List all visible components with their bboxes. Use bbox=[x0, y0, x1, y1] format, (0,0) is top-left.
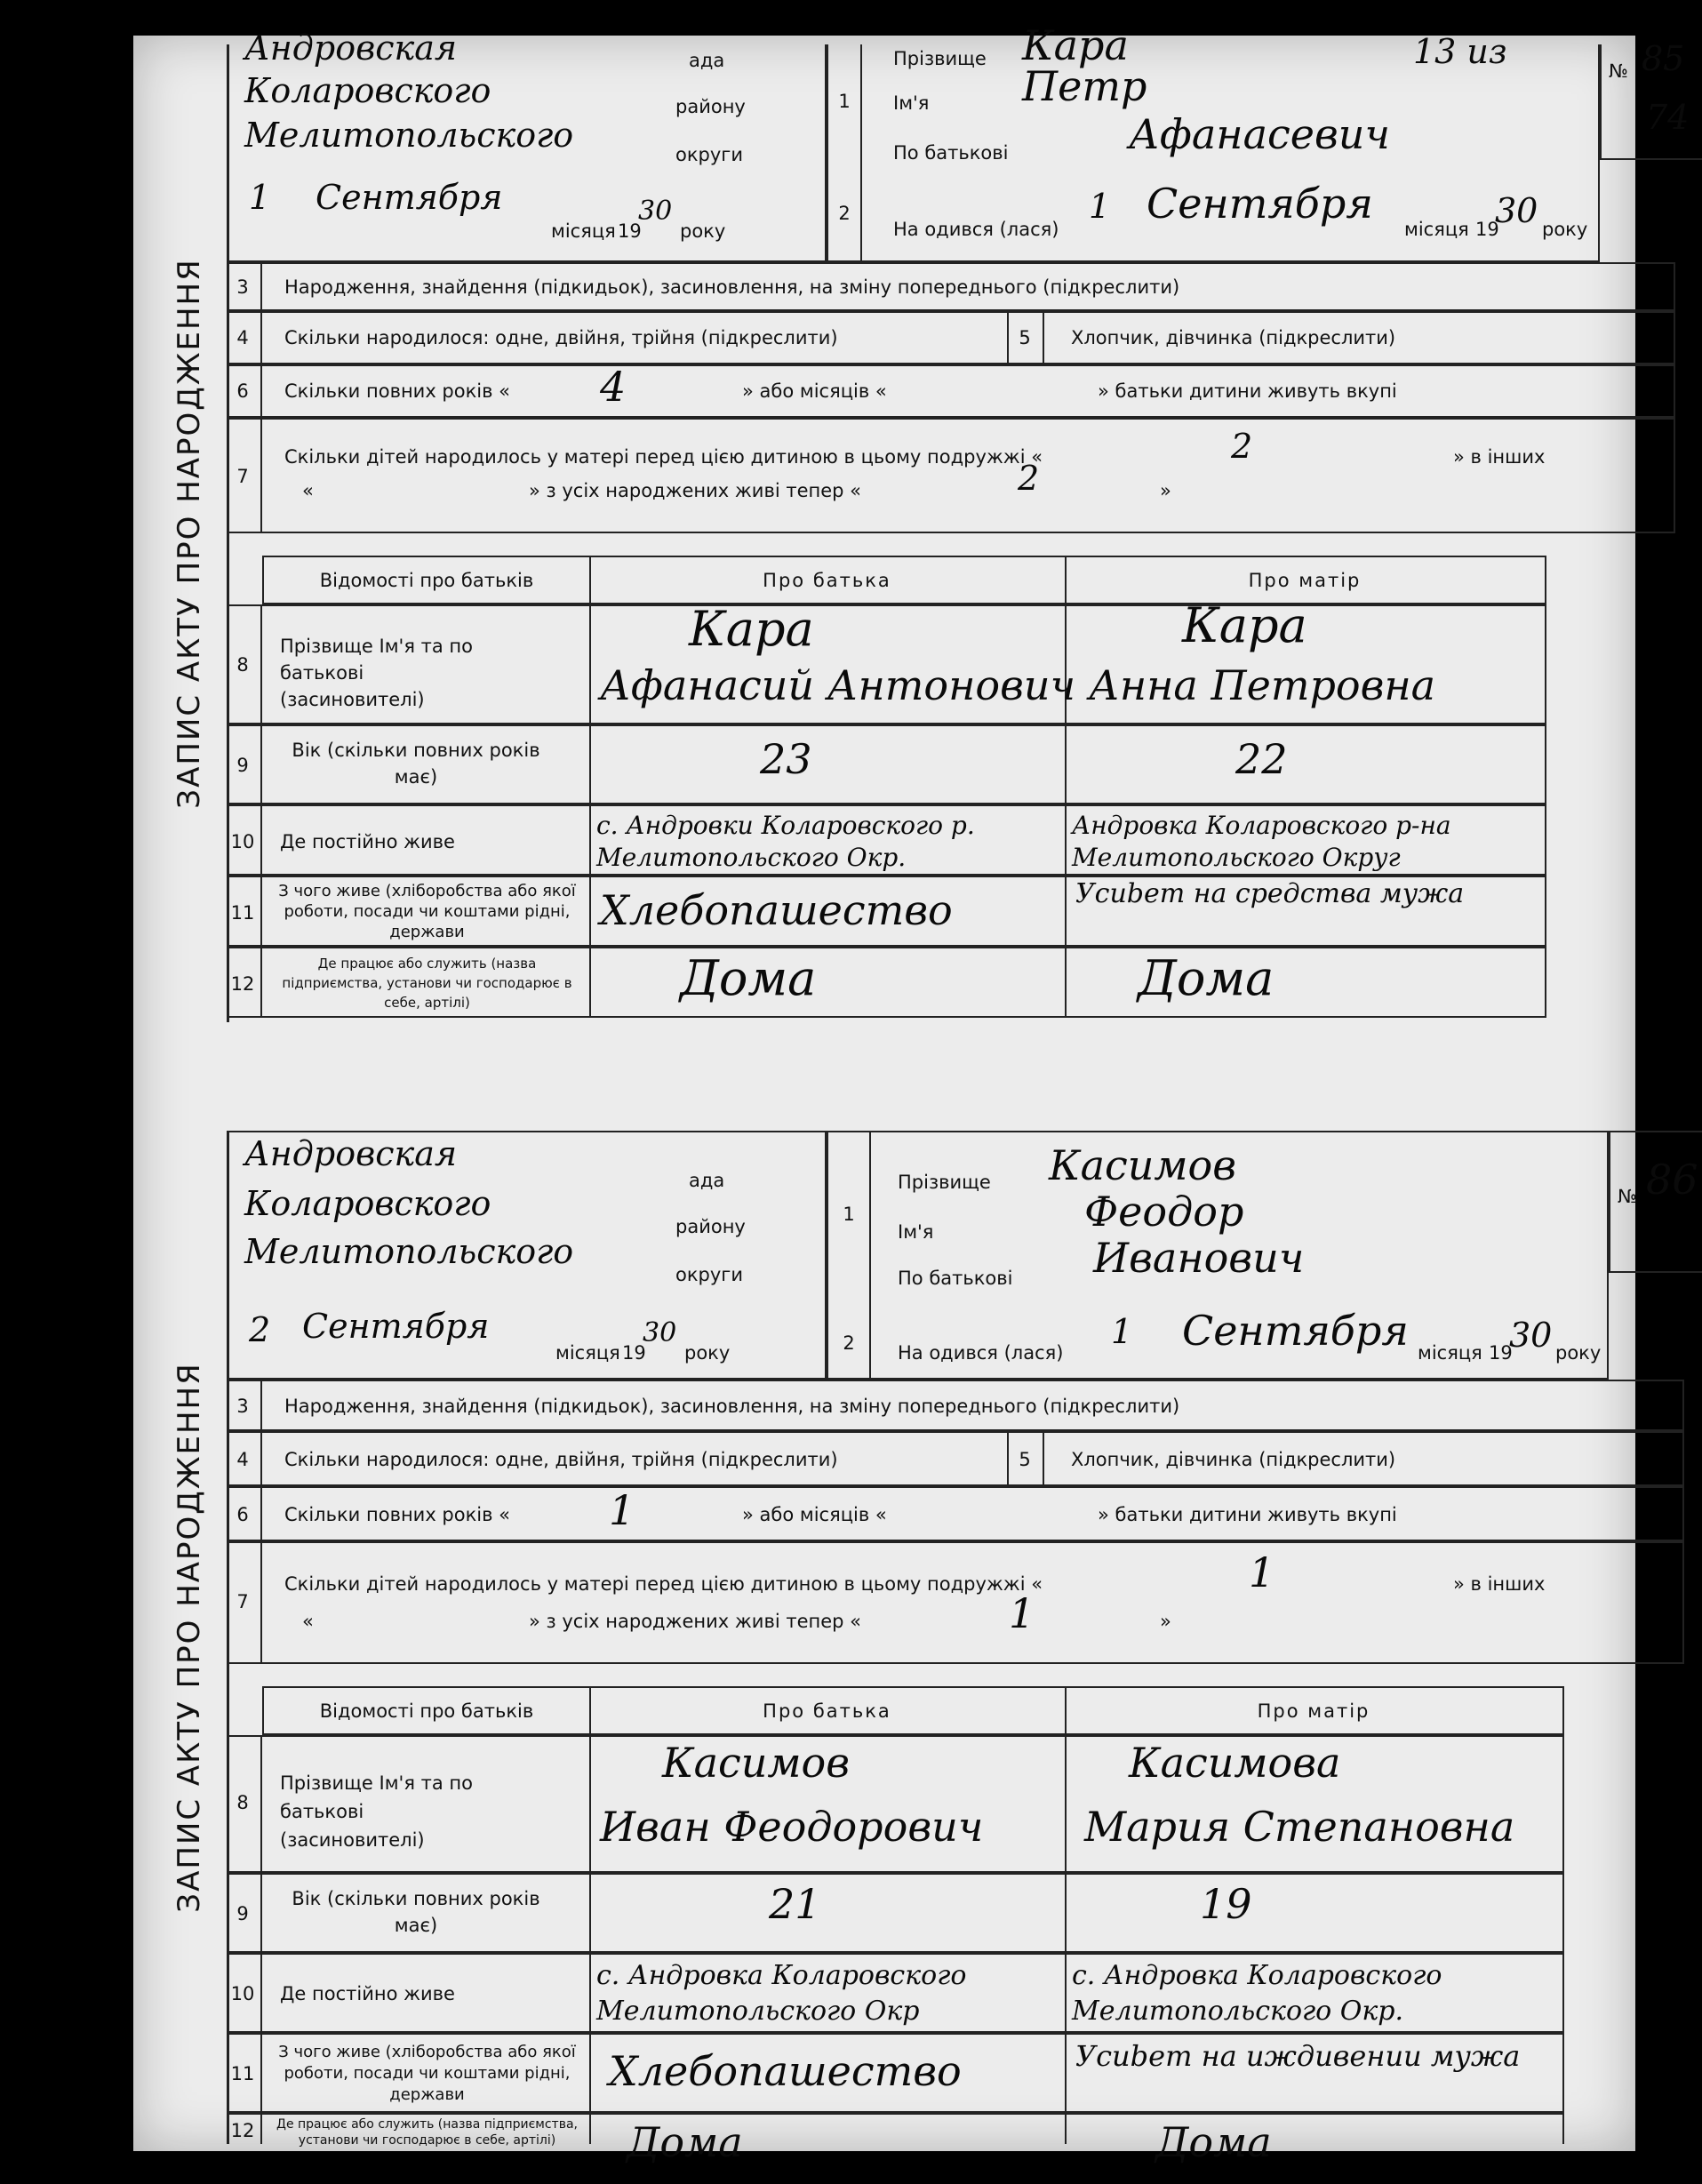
mother-living: Усиbeт на средства мужа bbox=[1075, 878, 1465, 909]
child-surname: Касимов bbox=[1049, 1141, 1237, 1189]
side-title: ЗАПИС АКТУ ПРО НАРОДЖЕННЯ bbox=[151, 44, 229, 1022]
mother-age: 19 bbox=[1200, 1880, 1252, 1928]
registration-block: Андровская ада Коларовского району Мелитопольского округи 2 Сентября місяця 19 30 року bbox=[227, 1131, 827, 1380]
row-5: Хлопчик, дівчинка (підкреслити) bbox=[1044, 311, 1675, 364]
rada-name: Андровская bbox=[244, 28, 458, 68]
birth-month: Сентября bbox=[1182, 1307, 1409, 1355]
reg-year: 30 bbox=[643, 1317, 677, 1348]
side-title: ЗАПИС АКТУ ПРО НАРОДЖЕННЯ bbox=[151, 1131, 229, 2144]
registration-block: Андровская ада Коларовского району Мелитопольского округи 1 Сентября місяця 19 30 року bbox=[227, 44, 827, 262]
father-residence: с. Андровки Коларовского р. Мелитопольского Окр. bbox=[596, 811, 975, 872]
father-work: Дома bbox=[680, 950, 817, 1006]
row-5: Хлопчик, дівчинка (підкреслити) bbox=[1044, 1431, 1684, 1486]
reg-day: 2 bbox=[249, 1310, 271, 1349]
record-number-box: № 86 bbox=[1609, 1131, 1702, 1273]
mother-residence: с. Андровка Коларовского Мелитопольского Окр. bbox=[1072, 1960, 1442, 2027]
years-together: 1 bbox=[609, 1486, 635, 1534]
child-name: Петр bbox=[1022, 62, 1147, 110]
mother-name-cell: Касимова Мария Степановна bbox=[1067, 1735, 1564, 1873]
alive-now: 2 bbox=[1018, 459, 1040, 498]
mother-living: Усиbeт на иждивении мужа bbox=[1075, 2039, 1521, 2073]
birth-day: 1 bbox=[1111, 1312, 1133, 1351]
father-age: 21 bbox=[769, 1880, 821, 1928]
birth-month: Сентября bbox=[1147, 180, 1373, 228]
father-work: Дома bbox=[627, 2118, 743, 2166]
birth-year: 30 bbox=[1495, 191, 1538, 230]
father-age: 23 bbox=[760, 735, 812, 783]
reg-month: Сентября bbox=[316, 178, 503, 217]
mother-residence: Андровка Коларовского р-на Мелитопольского Округ bbox=[1072, 811, 1451, 872]
child-block: Прізвище Касимов Ім'я Феодор По батькові Иванович На одився (лася) 1 Сентября місяця 19 30 року bbox=[871, 1131, 1609, 1380]
mother-work: Дома bbox=[1138, 950, 1275, 1006]
mother-work: Дома bbox=[1155, 2118, 1272, 2166]
father-name-cell: Кара Афанасий Антонович bbox=[591, 604, 1067, 724]
reg-month: Сентября bbox=[302, 1307, 490, 1346]
father-living: Хлебопашество bbox=[600, 886, 953, 934]
child-patronymic: Афанасевич bbox=[1129, 110, 1390, 158]
corner-note: 13 из bbox=[1413, 32, 1507, 71]
child-surname: Кара bbox=[1022, 21, 1129, 69]
record-number-box: № 85 74 bbox=[1600, 44, 1702, 160]
children-before: 1 bbox=[1249, 1548, 1275, 1596]
father-name-cell: Касимов Иван Феодорович bbox=[591, 1735, 1067, 1873]
row-3: Народження, знайдення (підкидьок), засиновлення, на зміну попереднього (підкреслити) bbox=[262, 262, 1675, 311]
reg-year: 30 bbox=[638, 196, 673, 227]
child-patronymic: Иванович bbox=[1093, 1234, 1305, 1282]
birth-record-card-1: ЗАПИС АКТУ ПРО НАРОДЖЕННЯ Андровская ада Коларовского району Мелитопольского округи 1 Сентября місяця 19 30 року 1 2 Прізвище Кара 13 из Ім'я Петр По батькові Афанасевич На одився (лася) 1 Сентября місяця 19 30 року № 85 74 3 Народження, знайдення (підкидьок), засиновлення, на зміну попереднього (підкреслити) 4 Скільки народилося: одне, двійня, трійня (підкреслити) 5 Хлопчик, дівчинка (підкреслити) 6 Скільки повних років « 4 » або місяців « » батьки дитини живуть вкупі 7 Скільки дітей народилось у матері перед цією дитиною в цьому подружжі « 2 » в інших « » з усіх народжених живі тепер « 2 » Відомості про батьків Про батька Про матір 8 Прізвище Ім'я та по батькові (засиновителі) Кара Афанасий Антонович Кара Анна Петровна 9 Вік (скільки повних років має) 23 22 10 Де постійно живе с. Андровки Коларовского р. Мелитопольского Окр. Андровка Коларовского р-на Мелитопольского Округ 11 З чого живе (хліборобства або якої роботи, посади чи коштами рідні, держави Хлебопашество Усиbeт на средства мужа 12 Де працює або служить (назва підприємства, установи чи господарює в себе, артілі) Дома Дома bbox=[151, 44, 1626, 1022]
years-together: 4 bbox=[600, 363, 627, 411]
children-before: 2 bbox=[1231, 427, 1253, 466]
birth-record-card-2: ЗАПИС АКТУ ПРО НАРОДЖЕННЯ Андровская ада Коларовского району Мелитопольского округи 2 Сентября місяця 19 30 року 1 2 Прізвище Касимов Ім'я Феодор По батькові Иванович На одився (лася) 1 Сентября місяця 19 30 року № 86 3 Народження, знайдення (підкидьок), засиновлення, на зміну попереднього (підкреслити) 4 Скільки народилося: одне, двійня, трійня (підкреслити) 5 Хлопчик, дівчинка (підкреслити) 6 Скільки повних років « 1 » або місяців « » батьки дитини живуть вкупі 7 Скільки дітей народилось у матері перед цією дитиною в цьому подружжі « 1 » в інших « » з усіх народжених живі тепер « 1 » Відомості про батьків Про батька Про матір 8 Прізвище Ім'я та по батькові (засиновителі) Касимов Иван Феодорович Касимова Мария Степановна 9 Вік (скільки повних років має) 21 19 10 Де постійно живе с. Андровка Коларовского Мелитопольского Окр с. Андровка Коларовского Мелитопольского Окр. 11 З чого живе (хліборобства або якої роботи, посади чи коштами рідні, держави Хлебопашество Усиbeт на иждивении мужа 12 Де працює або служить (назва підприємства, установи чи господарює в себе, артілі) Дома Дома bbox=[151, 1131, 1626, 2144]
reg-day: 1 bbox=[249, 178, 271, 217]
birth-year: 30 bbox=[1509, 1316, 1553, 1355]
father-living: Хлебопашество bbox=[609, 2047, 962, 2095]
child-name: Феодор bbox=[1084, 1188, 1244, 1236]
row-6: Скільки повних років « 1 » або місяців « » батьки дитини живуть вкупі bbox=[262, 1486, 1684, 1541]
row-7: Скільки дітей народилось у матері перед цією дитиною в цьому подружжі « 1 » в інших « » з усіх народжених живі тепер « 1 » bbox=[262, 1541, 1684, 1664]
alive-now: 1 bbox=[1009, 1589, 1035, 1637]
row-4: Скільки народилося: одне, двійня, трійня (підкреслити) bbox=[262, 1431, 1009, 1486]
mother-name-cell: Кара Анна Петровна bbox=[1067, 604, 1546, 724]
row-7: Скільки дітей народилось у матері перед цією дитиною в цьому подружжі « 2 » в інших « » з усіх народжених живі тепер « 2 » bbox=[262, 418, 1675, 533]
record-number: 85 bbox=[1642, 39, 1685, 78]
rada-name: Андровская bbox=[244, 1134, 458, 1173]
okruh-name: Мелитопольского bbox=[244, 1232, 574, 1271]
row-6: Скільки повних років « 4 » або місяців « » батьки дитини живуть вкупі bbox=[262, 364, 1675, 418]
row-4: Скільки народилося: одне, двійня, трійня (підкреслити) bbox=[262, 311, 1009, 364]
raion-name: Коларовского bbox=[244, 1184, 491, 1223]
child-block: Прізвище Кара 13 из Ім'я Петр По батькові Афанасевич На одився (лася) 1 Сентября місяця 19 30 року bbox=[862, 44, 1600, 262]
father-residence: с. Андровка Коларовского Мелитопольского Окр bbox=[596, 1960, 967, 2027]
row-3: Народження, знайдення (підкидьок), засиновлення, на зміну попереднього (підкреслити) bbox=[262, 1380, 1684, 1431]
record-number: 86 bbox=[1646, 1156, 1698, 1204]
okruh-name: Мелитопольского bbox=[244, 116, 574, 155]
raion-name: Коларовского bbox=[244, 71, 491, 110]
record-number-secondary: 74 bbox=[1646, 98, 1690, 137]
birth-day: 1 bbox=[1089, 187, 1111, 226]
mother-age: 22 bbox=[1235, 735, 1288, 783]
